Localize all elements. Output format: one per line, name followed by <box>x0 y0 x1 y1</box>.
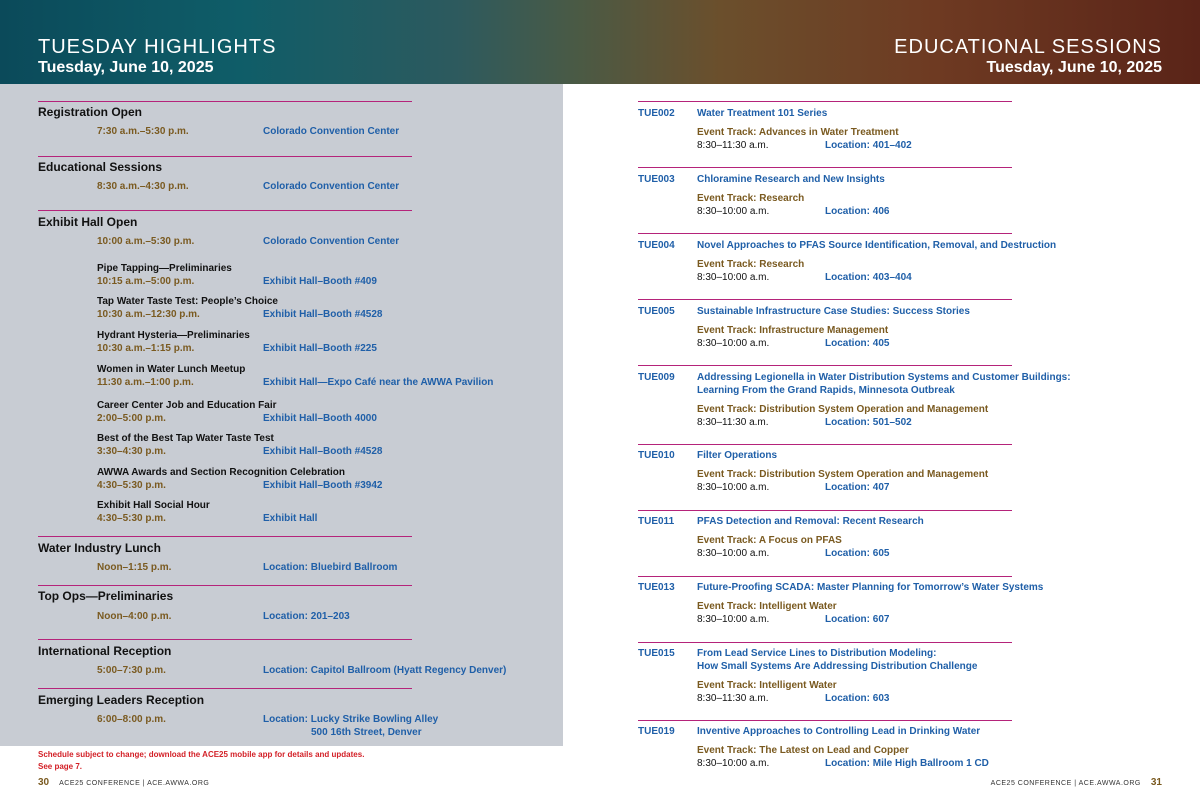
session-time: 8:30–10:00 a.m. <box>697 758 770 769</box>
session-title: Water Treatment 101 Series <box>697 108 828 119</box>
session-time: 8:30–11:30 a.m. <box>697 693 769 704</box>
event-title: Pipe Tapping—Preliminaries <box>97 263 232 274</box>
event-title: AWWA Awards and Section Recognition Celebration <box>97 467 345 478</box>
session-track: Event Track: A Focus on PFAS <box>697 535 842 546</box>
event-title: Hydrant Hysteria—Preliminaries <box>97 330 250 341</box>
topops-time: Noon–4:00 p.m. <box>97 611 172 622</box>
event-location: Exhibit Hall—Expo Café near the AWWA Pavilion <box>263 377 494 388</box>
session-time: 8:30–10:00 a.m. <box>697 338 770 349</box>
event-location: Exhibit Hall–Booth #409 <box>263 276 377 287</box>
lunch-location: Location: Bluebird Ballroom <box>263 562 398 573</box>
session-title-line2: Learning From the Grand Rapids, Minnesota Outbreak <box>697 385 955 396</box>
session-track: Event Track: Distribution System Operation and Management <box>697 404 989 415</box>
session-code: TUE004 <box>638 240 675 251</box>
left-page-date: Tuesday, June 10, 2025 <box>38 59 214 76</box>
event-time: 4:30–5:30 p.m. <box>97 480 166 491</box>
event-time: 3:30–4:30 p.m. <box>97 446 166 457</box>
session-title: Filter Operations <box>697 450 778 461</box>
session-divider <box>638 444 1012 445</box>
right-footer <box>991 777 1162 788</box>
session-divider <box>638 720 1012 721</box>
session-track: Event Track: Advances in Water Treatment <box>697 127 899 138</box>
session-location: Location: 406 <box>825 206 890 217</box>
event-location: Exhibit Hall–Booth #4528 <box>263 309 383 320</box>
footer-text: ACE25 CONFERENCE | ACE.AWWA.ORG <box>59 780 210 787</box>
left-page-title: TUESDAY HIGHLIGHTS <box>38 36 277 58</box>
session-title: Chloramine Research and New Insights <box>697 174 885 185</box>
session-time: 8:30–10:00 a.m. <box>697 206 770 217</box>
session-location: Location: 605 <box>825 548 890 559</box>
session-code: TUE019 <box>638 726 675 737</box>
session-divider <box>638 642 1012 643</box>
leaders-location: Location: Lucky Strike Bowling Alley <box>263 714 439 725</box>
registration-time: 7:30 a.m.–5:30 p.m. <box>97 126 189 137</box>
session-code: TUE009 <box>638 372 675 383</box>
session-time: 8:30–11:30 a.m. <box>697 140 769 151</box>
event-title: Women in Water Lunch Meetup <box>97 364 246 375</box>
section-divider <box>38 536 412 537</box>
event-time: 10:15 a.m.–5:00 p.m. <box>97 276 195 287</box>
schedule-note <box>38 749 364 773</box>
session-track: Event Track: Research <box>697 259 805 270</box>
leaders-address: 500 16th Street, Denver <box>311 727 422 738</box>
session-location: Location: 607 <box>825 614 890 625</box>
session-track: Event Track: Intelligent Water <box>697 680 837 691</box>
session-divider <box>638 510 1012 511</box>
session-code: TUE005 <box>638 306 675 317</box>
event-time: 4:30–5:30 p.m. <box>97 513 166 524</box>
session-title: From Lead Service Lines to Distribution Modeling: <box>697 648 937 659</box>
leaders-time: 6:00–8:00 p.m. <box>97 714 166 725</box>
session-location: Location: Mile High Ballroom 1 CD <box>825 758 989 769</box>
event-time: 11:30 a.m.–1:00 p.m. <box>97 377 194 388</box>
session-track: Event Track: Research <box>697 193 805 204</box>
session-code: TUE010 <box>638 450 675 461</box>
session-title: PFAS Detection and Removal: Recent Research <box>697 516 924 527</box>
event-title: Career Center Job and Education Fair <box>97 400 277 411</box>
session-track: Event Track: Infrastructure Management <box>697 325 889 336</box>
event-time: 2:00–5:00 p.m. <box>97 413 166 424</box>
exhibit-time: 10:00 a.m.–5:30 p.m. <box>97 236 195 247</box>
topops-location: Location: 201–203 <box>263 611 350 622</box>
session-title-line2: How Small Systems Are Addressing Distribution Challenge <box>697 661 978 672</box>
event-location: Exhibit Hall–Booth #4528 <box>263 446 383 457</box>
session-title: Future-Proofing SCADA: Master Planning for Tomorrow’s Water Systems <box>697 582 1044 593</box>
session-title: Addressing Legionella in Water Distribution Systems and Customer Buildings: <box>697 372 1071 383</box>
event-location: Exhibit Hall <box>263 513 318 524</box>
section-divider <box>38 639 412 640</box>
session-time: 8:30–10:00 a.m. <box>697 482 770 493</box>
international-location: Location: Capitol Ballroom (Hyatt Regency Denver) <box>263 665 507 676</box>
session-title: Sustainable Infrastructure Case Studies: Success Stories <box>697 306 970 317</box>
section-title-registration: Registration Open <box>38 105 143 119</box>
session-code: TUE011 <box>638 516 675 527</box>
session-location: Location: 401–402 <box>825 140 912 151</box>
session-divider <box>638 101 1012 102</box>
footer-text: ACE25 CONFERENCE | ACE.AWWA.ORG <box>990 780 1141 787</box>
session-divider <box>638 365 1012 366</box>
section-title-educational: Educational Sessions <box>38 160 163 174</box>
session-divider <box>638 233 1012 234</box>
section-divider <box>38 688 412 689</box>
session-location: Location: 405 <box>825 338 890 349</box>
session-time: 8:30–10:00 a.m. <box>697 272 770 283</box>
educational-location: Colorado Convention Center <box>263 181 400 192</box>
session-divider <box>638 576 1012 577</box>
section-divider <box>38 210 412 211</box>
section-title-international: International Reception <box>38 644 172 658</box>
right-page-title: EDUCATIONAL SESSIONS <box>894 36 1162 58</box>
session-code: TUE015 <box>638 648 675 659</box>
section-divider <box>38 585 412 586</box>
schedule-note-line: Schedule subject to change; download the ACE25 mobile app for details and updates. <box>38 750 365 759</box>
event-location: Exhibit Hall–Booth #225 <box>263 343 377 354</box>
international-time: 5:00–7:30 p.m. <box>97 665 166 676</box>
session-location: Location: 603 <box>825 693 890 704</box>
session-code: TUE003 <box>638 174 675 185</box>
right-page-date: Tuesday, June 10, 2025 <box>986 59 1162 76</box>
session-title: Inventive Approaches to Controlling Lead in Drinking Water <box>697 726 981 737</box>
page-number: 30 <box>38 777 50 788</box>
session-code: TUE002 <box>638 108 675 119</box>
event-time: 10:30 a.m.–1:15 p.m. <box>97 343 195 354</box>
session-divider <box>638 167 1012 168</box>
session-title: Novel Approaches to PFAS Source Identification, Removal, and Destruction <box>697 240 1057 251</box>
event-title: Exhibit Hall Social Hour <box>97 500 210 511</box>
registration-location: Colorado Convention Center <box>263 126 400 137</box>
header-banner <box>0 0 1200 84</box>
section-divider <box>38 101 412 102</box>
event-time: 10:30 a.m.–12:30 p.m. <box>97 309 200 320</box>
session-track: Event Track: Intelligent Water <box>697 601 837 612</box>
section-title-leaders: Emerging Leaders Reception <box>38 693 205 707</box>
session-time: 8:30–10:00 a.m. <box>697 614 770 625</box>
session-divider <box>638 299 1012 300</box>
session-track: Event Track: Distribution System Operation and Management <box>697 469 989 480</box>
section-title-topops: Top Ops—Preliminaries <box>38 589 174 603</box>
exhibit-location: Colorado Convention Center <box>263 236 400 247</box>
session-location: Location: 501–502 <box>825 417 912 428</box>
lunch-time: Noon–1:15 p.m. <box>97 562 172 573</box>
section-title-lunch: Water Industry Lunch <box>38 541 161 555</box>
session-time: 8:30–10:00 a.m. <box>697 548 770 559</box>
section-title-exhibit: Exhibit Hall Open <box>38 215 138 229</box>
left-footer <box>38 777 209 788</box>
event-location: Exhibit Hall–Booth 4000 <box>263 413 377 424</box>
session-location: Location: 403–404 <box>825 272 912 283</box>
event-location: Exhibit Hall–Booth #3942 <box>263 480 383 491</box>
event-title: Tap Water Taste Test: People’s Choice <box>97 296 278 307</box>
educational-time: 8:30 a.m.–4:30 p.m. <box>97 181 189 192</box>
session-code: TUE013 <box>638 582 675 593</box>
session-time: 8:30–11:30 a.m. <box>697 417 769 428</box>
event-title: Best of the Best Tap Water Taste Test <box>97 433 274 444</box>
schedule-note-line: See page 7. <box>38 762 83 771</box>
session-track: Event Track: The Latest on Lead and Copper <box>697 745 909 756</box>
section-divider <box>38 156 412 157</box>
page-number: 31 <box>1150 777 1162 788</box>
session-location: Location: 407 <box>825 482 890 493</box>
